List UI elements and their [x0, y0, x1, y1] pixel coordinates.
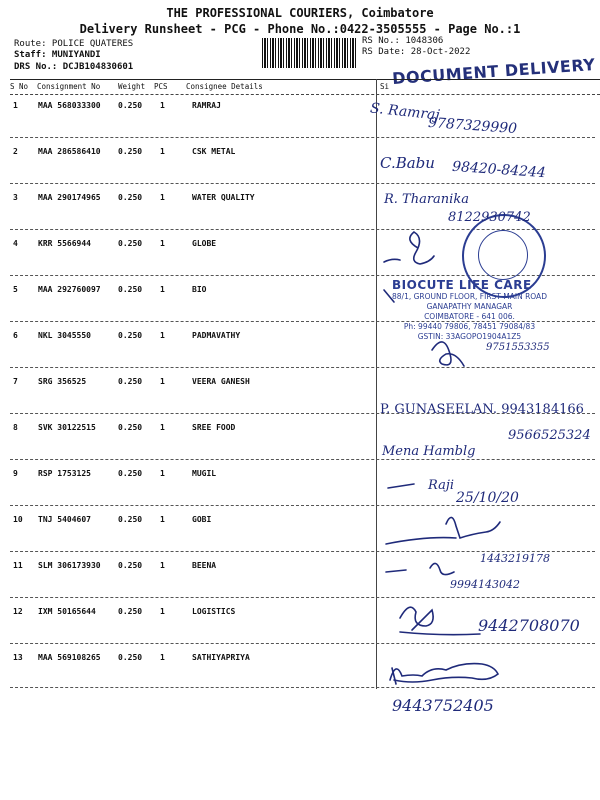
row-pieces: 1 [160, 561, 165, 570]
row-weight: 0.250 [118, 423, 143, 432]
row-consignment-number: TNJ 5404607 [38, 515, 91, 524]
staff-label: Staff: MUNIYANDI [14, 50, 101, 60]
col-consignee: Consignee Details [186, 82, 263, 91]
row-pieces: 1 [160, 331, 165, 340]
col-pcs: PCS [154, 82, 168, 91]
row-pieces: 1 [160, 101, 165, 110]
col-signature: Si [380, 82, 390, 91]
row-weight: 0.250 [118, 377, 143, 386]
company-stamp-line3: COIMBATORE - 641 006. [424, 312, 515, 321]
row-serial-number: 11 [13, 561, 23, 570]
row1-signature: S. Ramraj [369, 100, 441, 124]
col-sno: S No [10, 82, 29, 91]
row-pieces: 1 [160, 239, 165, 248]
row-consignee-name: BIO [192, 285, 207, 294]
rs-number: RS No.: 1048306 [362, 36, 444, 46]
row-consignee-name: SREE FOOD [192, 423, 236, 432]
row-pieces: 1 [160, 377, 165, 386]
row-consignment-number: SVK 30122515 [38, 423, 96, 432]
drs-label: DRS No.: DCJB104830601 [14, 62, 134, 72]
row-serial-number: 12 [13, 607, 23, 616]
row-weight: 0.250 [118, 653, 143, 662]
row1-phone: 9787329990 [427, 114, 518, 138]
company-stamp-line4: Ph: 99440 79806, 78451 79084/83 [403, 322, 536, 331]
row-serial-number: 1 [13, 101, 18, 110]
row-consignee-name: BEENA [192, 561, 217, 570]
row-consignee-name: MUGIL [192, 469, 217, 478]
row3-signature: R. Tharanika [384, 192, 469, 207]
row-weight: 0.250 [118, 239, 143, 248]
row-pieces: 1 [160, 653, 165, 662]
row-consignee-name: GLOBE [192, 239, 217, 248]
rs-date: RS Date: 28-Oct-2022 [362, 47, 471, 57]
row3-phone: 8122930742 [448, 210, 531, 225]
col-weight: Weight [118, 82, 146, 91]
row8-signature: Mena Hamblg [382, 444, 476, 459]
row-consignee-name: VEERA GANESH [192, 377, 250, 386]
document-delivery-stamp: DOCUMENT DELIVERY [391, 54, 596, 89]
row-consignment-number: MAA 290174965 [38, 193, 101, 202]
row-serial-number: 2 [13, 147, 18, 156]
row7-signature: P. GUNASEELAN. 9943184166 [380, 402, 584, 417]
row10-phone: 1443219178 [480, 552, 550, 565]
row-consignment-number: KRR 5566944 [38, 239, 91, 248]
route-label: Route: POLICE QUATERES [14, 39, 134, 49]
row-weight: 0.250 [118, 607, 143, 616]
row-weight: 0.250 [118, 147, 143, 156]
row9-signature: Raji [428, 478, 455, 493]
row-serial-number: 7 [13, 377, 18, 386]
company-stamp-name: BIOCUTE LIFE CARE [392, 278, 532, 292]
row-pieces: 1 [160, 193, 165, 202]
row-serial-number: 8 [13, 423, 18, 432]
row-weight: 0.250 [118, 193, 143, 202]
row-consignee-name: RAMRAJ [192, 101, 221, 110]
row11-phone: 9994143042 [450, 578, 520, 591]
row12-phone: 9442708070 [478, 616, 580, 635]
company-stamp-line5: GSTIN: 33AGOPO1904A1Z5 [417, 332, 522, 341]
runsheet-subtitle: Delivery Runsheet - PCG - Phone No.:0422-3505555 - Page No.:1 [79, 22, 521, 36]
row-pieces: 1 [160, 423, 165, 432]
row-consignment-number: MAA 569108265 [38, 653, 101, 662]
row-pieces: 1 [160, 469, 165, 478]
row-weight: 0.250 [118, 101, 143, 110]
row-consignment-number: MAA 286586410 [38, 147, 101, 156]
row13-phone: 9443752405 [392, 696, 494, 715]
row-consignment-number: RSP 1753125 [38, 469, 91, 478]
row-serial-number: 4 [13, 239, 18, 248]
row-serial-number: 9 [13, 469, 18, 478]
row-consignee-name: GOBI [192, 515, 212, 524]
row-weight: 0.250 [118, 469, 143, 478]
row-consignee-name: WATER QUALITY [192, 193, 255, 202]
row-pieces: 1 [160, 515, 165, 524]
row-weight: 0.250 [118, 561, 143, 570]
row-serial-number: 13 [13, 653, 23, 662]
row-pieces: 1 [160, 285, 165, 294]
row-consignment-number: SLM 306173930 [38, 561, 101, 570]
row2-signature: C.Babu [380, 154, 435, 172]
row8-phone: 9566525324 [508, 428, 591, 443]
row-consignee-name: PADMAVATHY [192, 331, 241, 340]
company-stamp-line1: 88/1, GROUND FLOOR, FIRST MAIN ROAD [392, 292, 547, 301]
row-weight: 0.250 [118, 515, 143, 524]
row2-phone: 98420-84244 [451, 158, 547, 182]
row-consignee-name: SATHIYAPRIYA [192, 653, 250, 662]
row-weight: 0.250 [118, 285, 143, 294]
row-serial-number: 6 [13, 331, 18, 340]
row9-date: 25/10/20 [456, 490, 519, 506]
col-consignment: Consignment No [37, 82, 101, 91]
runsheet-title: THE PROFESSIONAL COURIERS, Coimbatore [166, 6, 434, 20]
row-weight: 0.250 [118, 331, 143, 340]
row-consignment-number: MAA 292760097 [38, 285, 101, 294]
row-serial-number: 5 [13, 285, 18, 294]
row-serial-number: 3 [13, 193, 18, 202]
company-stamp-line2: GANAPATHY MANAGAR [426, 302, 513, 311]
row-consignment-number: SRG 356525 [38, 377, 87, 386]
row-pieces: 1 [160, 147, 165, 156]
row-serial-number: 10 [13, 515, 23, 524]
row-consignment-number: MAA 568033300 [38, 101, 101, 110]
row-pieces: 1 [160, 607, 165, 616]
row-consignee-name: LOGISTICS [192, 607, 236, 616]
row-consignment-number: IXM 50165644 [38, 607, 96, 616]
row-consignment-number: NKL 3045550 [38, 331, 91, 340]
row6-phone: 9751553355 [486, 342, 550, 353]
row-consignee-name: CSK METAL [192, 147, 236, 156]
